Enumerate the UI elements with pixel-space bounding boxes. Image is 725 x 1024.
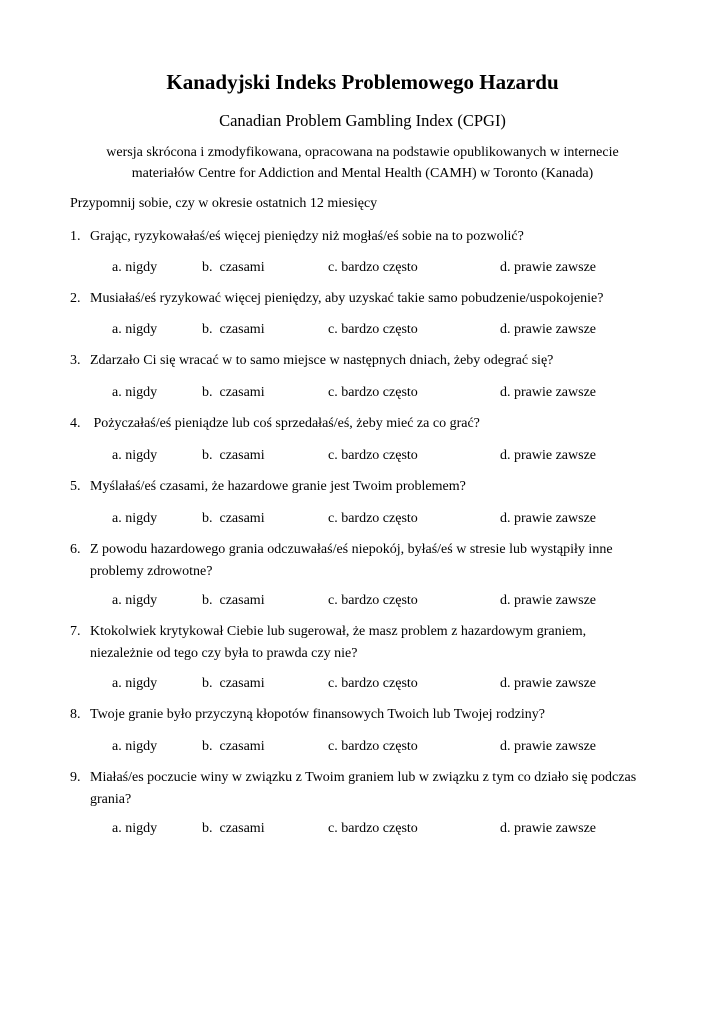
answer-option-prawie-zawsze[interactable]: d. prawie zawsze [500, 739, 597, 754]
answer-option-bardzo-czesto[interactable]: c. bardzo często [328, 385, 418, 400]
answer-option-prawie-zawsze[interactable]: d. prawie zawsze [500, 676, 597, 691]
answer-option-nigdy[interactable]: a. nigdy [112, 322, 158, 337]
question-text: Myślałaś/eś czasami, że hazardowe granie jest Twoim problemem? [90, 479, 466, 494]
answer-option-bardzo-czesto[interactable]: c. bardzo często [328, 511, 418, 526]
question-number: 5. [70, 479, 81, 494]
question-text: Musiałaś/eś ryzykować więcej pieniędzy, aby uzyskać takie samo pobudzenie/uspokojenie? [90, 291, 604, 306]
answer-option-bardzo-czesto[interactable]: c. bardzo często [328, 676, 418, 691]
question-number: 4. [70, 416, 81, 431]
question-8 [70, 704, 650, 726]
question-number: 3. [70, 353, 81, 368]
answer-option-czasami[interactable]: b. czasami [202, 385, 265, 400]
answer-option-nigdy[interactable]: a. nigdy [112, 385, 158, 400]
answer-option-bardzo-czesto[interactable]: c. bardzo często [328, 322, 418, 337]
description-line: materiałów Centre for Addiction and Mental Health (CAMH) w Toronto (Kanada) [131, 166, 594, 181]
answer-option-bardzo-czesto[interactable]: c. bardzo często [328, 739, 418, 754]
question-9 [70, 767, 650, 811]
answer-option-nigdy[interactable]: a. nigdy [112, 739, 158, 754]
question-text: Ktokolwiek krytykował Ciebie lub sugerował, że masz problem z hazardowym graniem, niezależnie od tego czy była to prawda czy nie? [90, 624, 587, 661]
answer-option-prawie-zawsze[interactable]: d. prawie zawsze [500, 322, 597, 337]
answer-option-prawie-zawsze[interactable]: d. prawie zawsze [500, 511, 597, 526]
answer-option-prawie-zawsze[interactable]: d. prawie zawsze [500, 593, 597, 608]
question-number: 9. [70, 770, 81, 785]
question-number: 8. [70, 707, 81, 722]
answer-option-bardzo-czesto[interactable]: c. bardzo często [328, 260, 418, 275]
answer-option-nigdy[interactable]: a. nigdy [112, 448, 158, 463]
answer-option-czasami[interactable]: b. czasami [202, 593, 265, 608]
description-line: wersja skrócona i zmodyfikowana, opracowana na podstawie opublikowanych w internecie [106, 145, 619, 160]
answer-option-czasami[interactable]: b. czasami [202, 676, 265, 691]
answer-option-czasami[interactable]: b. czasami [202, 739, 265, 754]
question-6 [70, 539, 650, 583]
question-text: Twoje granie było przyczyną kłopotów finansowych Twoich lub Twojej rodziny? [90, 707, 545, 722]
answer-option-prawie-zawsze[interactable]: d. prawie zawsze [500, 385, 597, 400]
question-text: Miałaś/es poczucie winy w związku z Twoim graniem lub w związku z tym co działo się podczas grania? [90, 770, 637, 807]
answer-option-nigdy[interactable]: a. nigdy [112, 676, 158, 691]
answer-option-nigdy[interactable]: a. nigdy [112, 821, 158, 836]
question-5 [70, 476, 650, 498]
answer-option-czasami[interactable]: b. czasami [202, 821, 265, 836]
answer-option-czasami[interactable]: b. czasami [202, 511, 265, 526]
question-number: 7. [70, 624, 81, 639]
question-number: 6. [70, 542, 81, 557]
question-number: 1. [70, 229, 81, 244]
answer-option-nigdy[interactable]: a. nigdy [112, 511, 158, 526]
question-7 [70, 621, 650, 665]
answer-option-prawie-zawsze[interactable]: d. prawie zawsze [500, 821, 597, 836]
answer-option-nigdy[interactable]: a. nigdy [112, 260, 158, 275]
answer-option-prawie-zawsze[interactable]: d. prawie zawsze [500, 260, 597, 275]
answer-option-czasami[interactable]: b. czasami [202, 260, 265, 275]
answer-option-bardzo-czesto[interactable]: c. bardzo często [328, 593, 418, 608]
question-text: Grając, ryzykowałaś/eś więcej pieniędzy niż mogłaś/eś sobie na to pozwolić? [90, 229, 524, 244]
document-subtitle: Canadian Problem Gambling Index (CPGI) [219, 111, 506, 130]
question-4 [70, 413, 650, 435]
question-3 [70, 350, 650, 372]
question-text: Zdarzało Ci się wracać w to samo miejsce w następnych dniach, żeby odegrać się? [90, 353, 554, 368]
answer-option-bardzo-czesto[interactable]: c. bardzo często [328, 448, 418, 463]
intro-text: Przypomnij sobie, czy w okresie ostatnich 12 miesięcy [70, 196, 378, 211]
question-1 [70, 226, 650, 248]
document-title: Kanadyjski Indeks Problemowego Hazardu [166, 70, 559, 94]
answer-option-czasami[interactable]: b. czasami [202, 448, 265, 463]
question-text: Pożyczałaś/eś pieniądze lub coś sprzedałaś/eś, żeby mieć za co grać? [90, 416, 480, 431]
answer-option-czasami[interactable]: b. czasami [202, 322, 265, 337]
answer-option-prawie-zawsze[interactable]: d. prawie zawsze [500, 448, 597, 463]
answer-option-bardzo-czesto[interactable]: c. bardzo często [328, 821, 418, 836]
question-number: 2. [70, 291, 81, 306]
question-text: Z powodu hazardowego grania odczuwałaś/eś niepokój, byłaś/eś w stresie lub wystąpiły inne problemy zdrowotne? [90, 542, 613, 579]
document-description [80, 142, 645, 184]
answer-option-nigdy[interactable]: a. nigdy [112, 593, 158, 608]
question-2 [70, 288, 650, 310]
